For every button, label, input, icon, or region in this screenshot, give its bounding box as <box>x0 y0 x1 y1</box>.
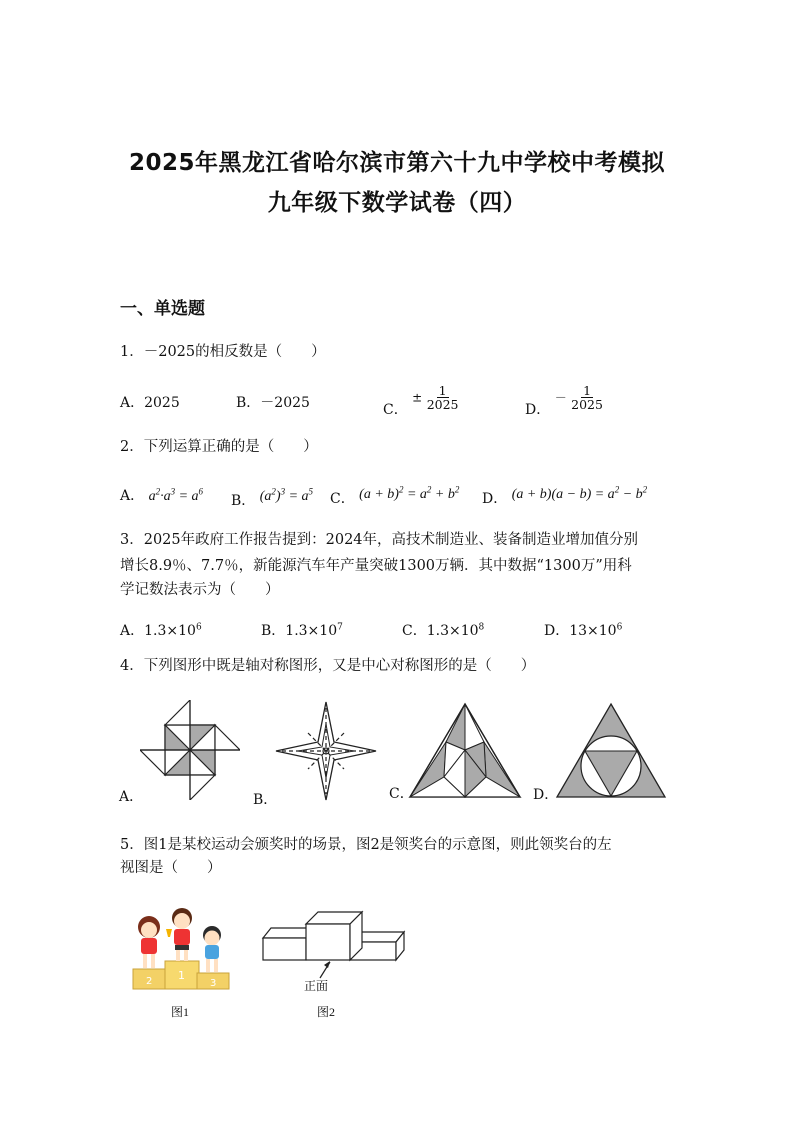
q1-option-c <box>383 383 459 418</box>
q2-d-expression: $(a + b)(a - b) = a^2 - b^2$ <box>511 484 648 502</box>
q3-a-label: A． <box>120 623 145 639</box>
q3-c-label: C． <box>402 623 427 639</box>
q1-d-numerator: 1 <box>583 383 592 398</box>
podium-label-2: 2 <box>146 976 153 987</box>
q4-option-d-label: D． <box>533 787 559 803</box>
q5-figure-2-podium-schematic <box>258 908 410 988</box>
q2-option-b <box>231 485 314 509</box>
q1-c-sign: ± <box>412 390 423 405</box>
q4-figure-b-star <box>274 700 378 802</box>
q3-option-d <box>544 620 622 640</box>
podium-label-3: 3 <box>210 978 217 989</box>
q3-a-exponent: 6 <box>195 622 202 633</box>
q3-b-exponent: 7 <box>337 622 343 633</box>
q3-option-a <box>120 620 202 640</box>
q4-figure-a-pinwheel <box>140 700 240 800</box>
q2-option-d <box>482 483 648 507</box>
q2-a-label: A． <box>120 488 145 504</box>
question-3-line3: 学记数法表示为（ ） <box>120 582 280 598</box>
question-5-line1: 5．图1是某校运动会颁奖时的场景，图2是领奖台的示意图，则此领奖台的左 <box>120 837 612 853</box>
q4-option-c-label: C． <box>389 786 414 802</box>
q2-option-a <box>120 485 203 505</box>
q1-d-sign: － <box>554 390 567 405</box>
question-3-line2: 增长8.9％、7.7％，新能源汽车年产量突破1300万辆．其中数据“1300万”用科 <box>120 558 632 574</box>
q2-b-label: B． <box>231 493 256 509</box>
q3-d-exponent: 6 <box>616 622 623 633</box>
q1-d-denominator: 2025 <box>571 397 603 412</box>
q4-option-b-label: B． <box>253 792 278 808</box>
q3-a-mantissa: 1.3×10 <box>144 623 196 639</box>
q1-option-d <box>525 383 603 418</box>
q5-figure-1-award-scene <box>126 905 234 991</box>
question-1-stem: 1．－2025的相反数是（ ） <box>120 344 326 360</box>
q2-c-label: C． <box>330 491 355 507</box>
q2-option-c <box>330 483 460 507</box>
q3-b-mantissa: 1.3×10 <box>285 623 338 639</box>
q1-c-denominator: 2025 <box>426 397 459 412</box>
question-5-line2: 视图是（ ） <box>120 860 222 876</box>
q2-d-label: D． <box>482 491 508 507</box>
q4-figure-c-triangle <box>408 702 522 798</box>
q3-option-c <box>402 620 484 640</box>
q1-d-label: D． <box>525 401 551 418</box>
q1-c-label: C． <box>383 401 408 418</box>
q3-b-label: B． <box>261 623 286 639</box>
figure-1-caption: 图1 <box>171 1005 190 1019</box>
question-2-stem: 2．下列运算正确的是（ ） <box>120 439 318 455</box>
figure-2-caption: 图2 <box>317 1005 336 1019</box>
q1-c-numerator: 1 <box>438 383 447 398</box>
section-heading: 一、单选题 <box>120 299 205 319</box>
exam-title-line2: 九年级下数学试卷（四） <box>267 190 527 216</box>
q1-d-fraction <box>571 384 603 411</box>
q1-option-a: A．2025 <box>120 395 180 411</box>
front-view-label: 正面 <box>304 979 329 993</box>
q3-d-label: D． <box>544 623 570 639</box>
q3-c-mantissa: 1.3×10 <box>426 623 479 639</box>
q2-c-expression: $(a + b)^2 = a^2 + b^2$ <box>359 484 460 502</box>
q1-option-b: B．－2025 <box>236 395 310 411</box>
podium-label-1: 1 <box>178 969 185 982</box>
q4-figure-d-triangle-circle <box>555 702 667 798</box>
q4-option-a-label: A． <box>119 789 144 805</box>
q3-d-mantissa: 13×10 <box>569 623 617 639</box>
q3-option-b <box>261 620 343 640</box>
q2-b-expression: $(a^2)^3 = a^5$ <box>259 486 314 504</box>
q2-a-expression: $a^2\cdot a^3 = a^6$ <box>148 486 204 504</box>
q1-c-fraction <box>427 384 459 411</box>
question-3-line1: 3．2025年政府工作报告提到：2024年，高技术制造业、装备制造业增加值分别 <box>120 532 639 548</box>
exam-title-line1: 2025年黑龙江省哈尔滨市第六十九中学校中考模拟 <box>128 150 665 176</box>
q3-c-exponent: 8 <box>478 622 485 633</box>
question-4-stem: 4．下列图形中既是轴对称图形，又是中心对称图形的是（ ） <box>120 658 536 674</box>
